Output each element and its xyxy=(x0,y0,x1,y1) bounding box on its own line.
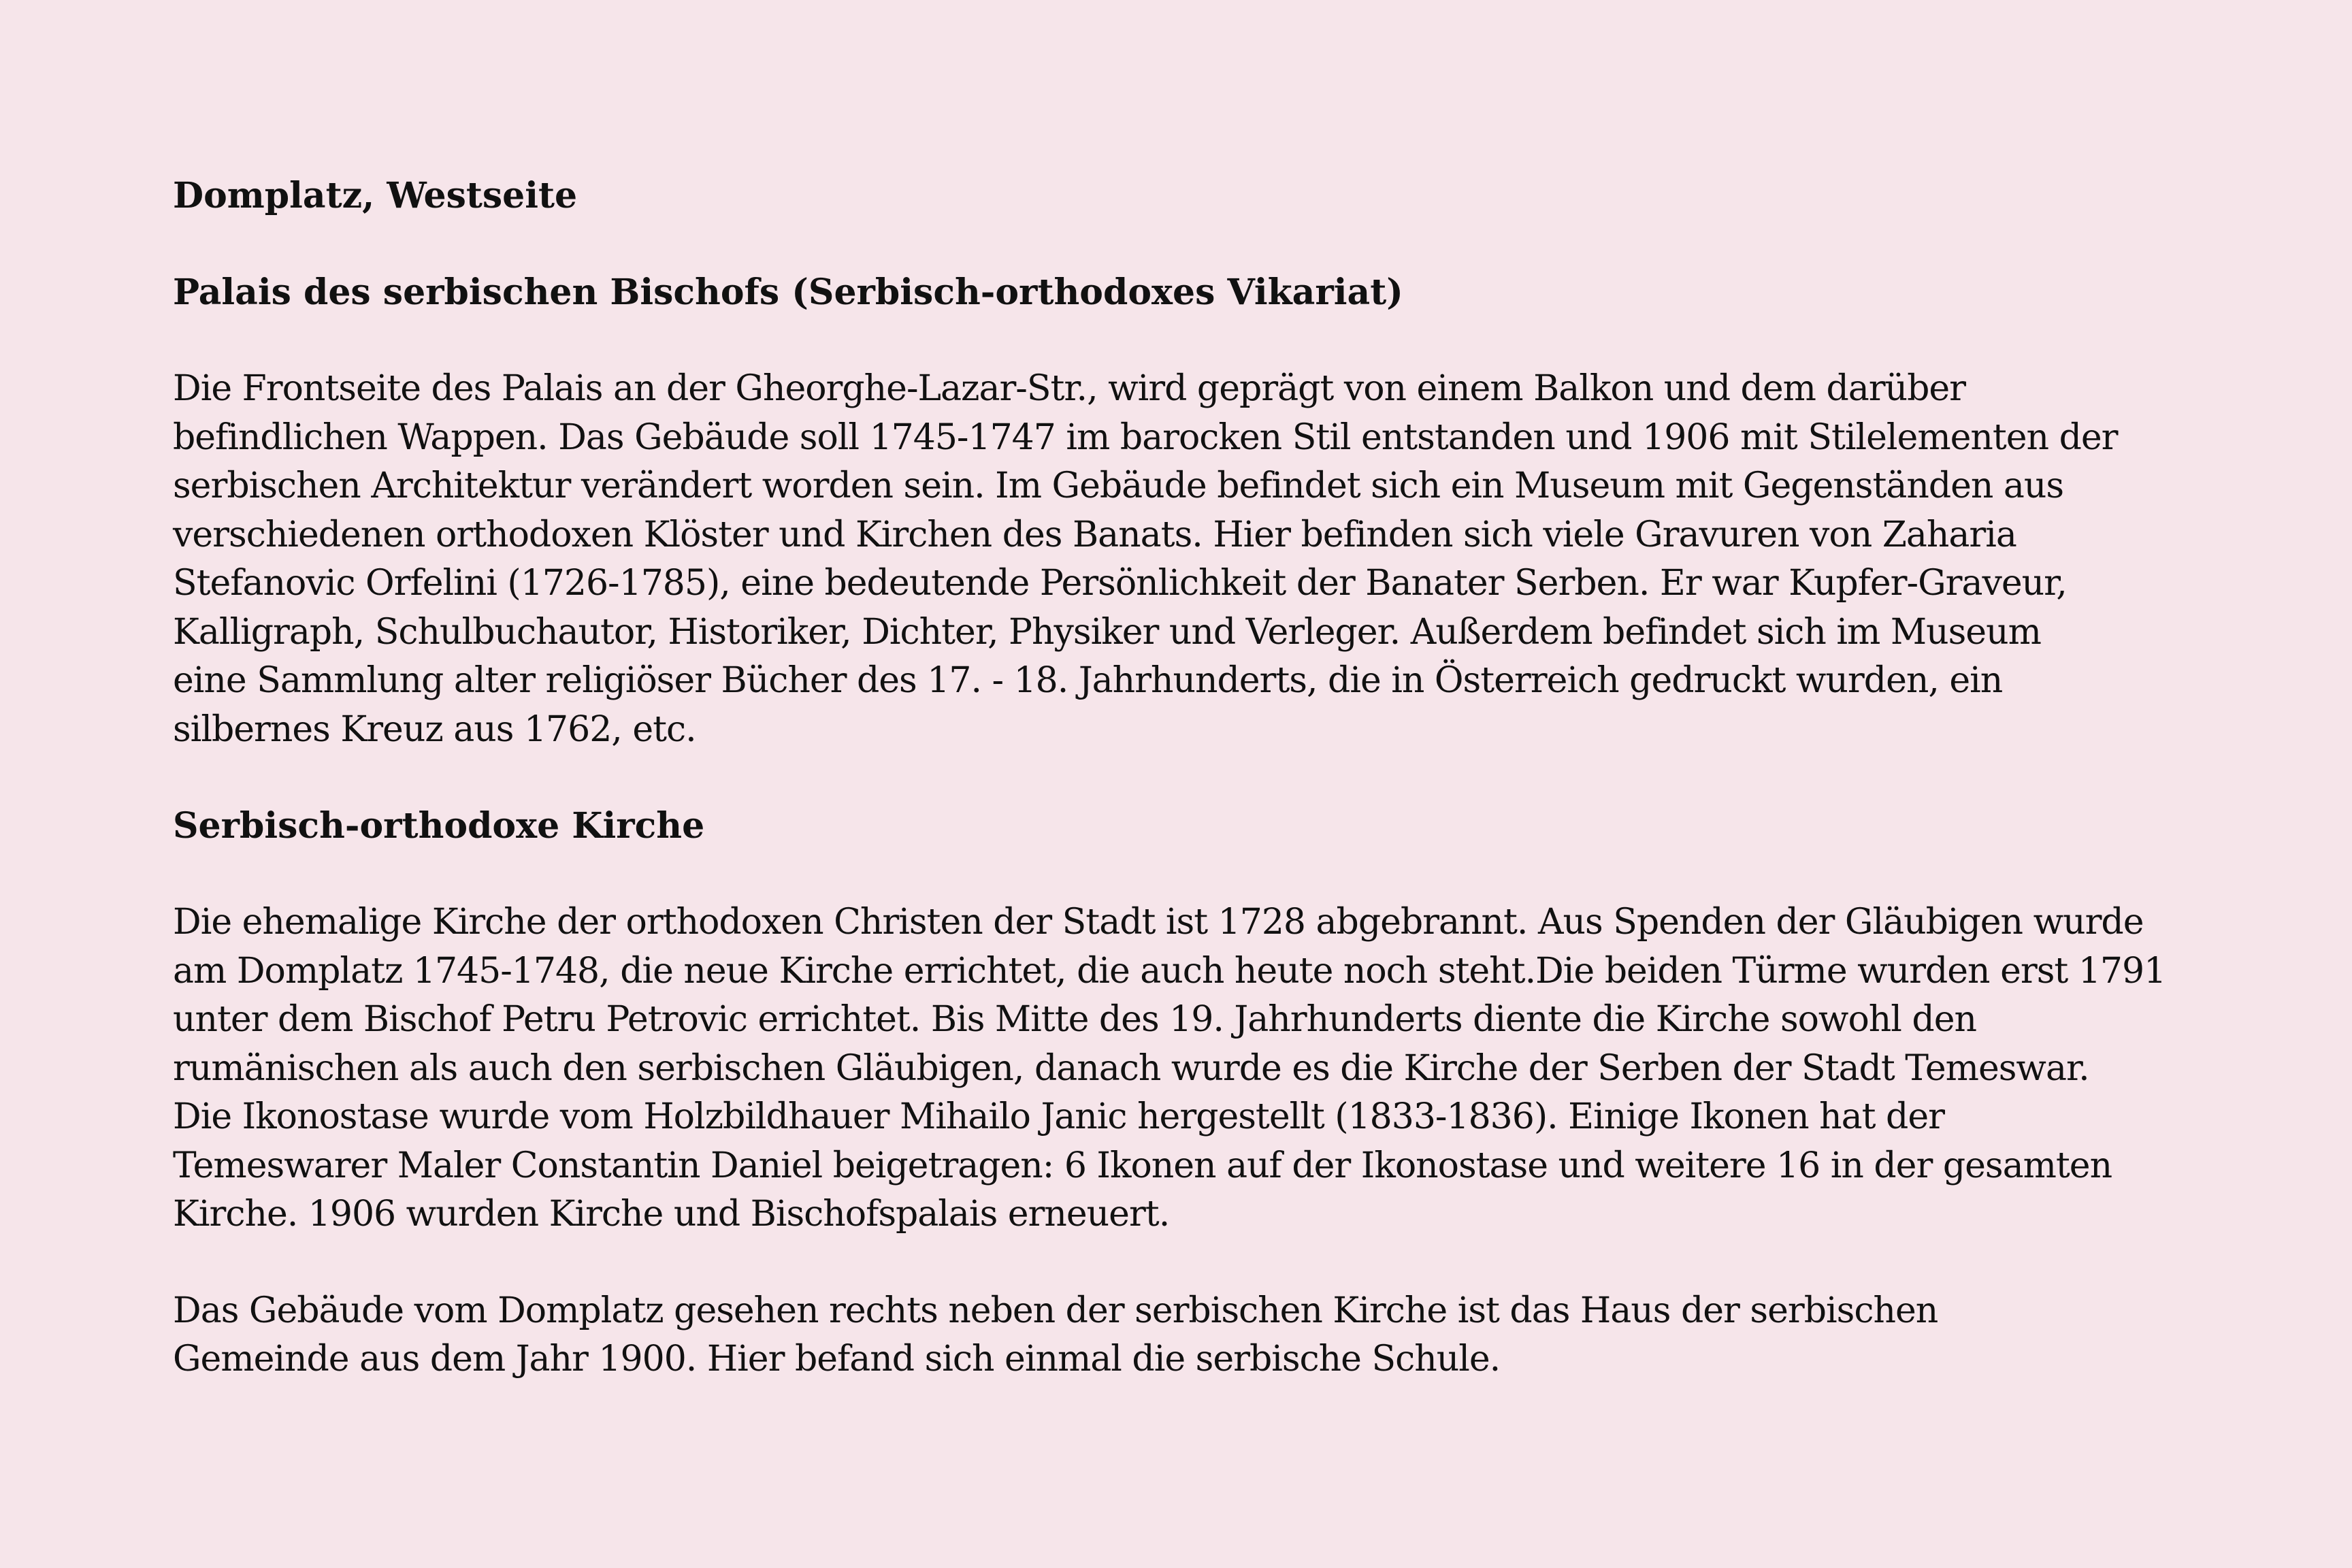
text-line: silbernes Kreuz aus 1762, etc. xyxy=(173,708,696,750)
text-line: Stefanovic Orfelini (1726-1785), eine bedeutende Persönlichkeit der Banater Serben. Er war Kupfer-Graveur, xyxy=(173,563,2067,604)
text-line: unter dem Bischof Petru Petrovic errichtet. Bis Mitte des 19. Jahrhunderts diente die Kirche sowohl den xyxy=(173,999,1976,1040)
text-line: befindlichen Wappen. Das Gebäude soll 1745-1747 im barocken Stil entstanden und 1906 mit Stilelementen der xyxy=(173,416,2118,458)
text-line: Die Frontseite des Palais an der Gheorghe-Lazar-Str., wird geprägt von einem Balkon und dem darüber xyxy=(173,368,1965,409)
text-line: Kalligraph, Schulbuchautor, Historiker, Dichter, Physiker und Verleger. Außerdem befindet sich im Museum xyxy=(173,611,2041,653)
document-page xyxy=(173,172,2215,1384)
text-line: eine Sammlung alter religiöser Bücher des 17. - 18. Jahrhunderts, die in Österreich gedruckt wurden, ein xyxy=(173,660,2003,701)
text-line: Kirche. 1906 wurden Kirche und Bischofspalais erneuert. xyxy=(173,1194,1170,1235)
section-title-serbian-church: Serbisch-orthodoxe Kirche xyxy=(173,805,705,847)
text-line: rumänischen als auch den serbischen Gläubigen, danach wurde es die Kirche der Serben der Stadt Temeswar. xyxy=(173,1047,2089,1089)
text-line: Das Gebäude vom Domplatz gesehen rechts neben der serbischen Kirche ist das Haus der serbischen xyxy=(173,1290,1938,1331)
section-body-serbian-church xyxy=(173,898,2215,1239)
page-heading: Domplatz, Westseite xyxy=(173,175,578,216)
text-line: verschiedenen orthodoxen Klöster und Kirchen des Banats. Hier befinden sich viele Gravuren von Zaharia xyxy=(173,514,2016,555)
section-title-bishop-palace: Palais des serbischen Bischofs (Serbisch-orthodoxes Vikariat) xyxy=(173,272,1403,313)
closing-paragraph xyxy=(173,1287,2215,1384)
section-body-bishop-palace xyxy=(173,365,2215,754)
text-line: Gemeinde aus dem Jahr 1900. Hier befand sich einmal die serbische Schule. xyxy=(173,1339,1501,1379)
text-line: serbischen Architektur verändert worden sein. Im Gebäude befindet sich ein Museum mit Gegenständen aus xyxy=(173,466,2064,506)
text-line: am Domplatz 1745-1748, die neue Kirche errichtet, die auch heute noch steht.Die beiden Türme wurden erst 1791 xyxy=(173,950,2166,992)
text-line: Die Ikonostase wurde vom Holzbildhauer Mihailo Janic hergestellt (1833-1836). Einige Ikonen hat der xyxy=(173,1096,1944,1137)
text-line: Temeswarer Maler Constantin Daniel beigetragen: 6 Ikonen auf der Ikonostase und weitere 16 in der gesamten xyxy=(173,1145,2112,1186)
text-line: Die ehemalige Kirche der orthodoxen Christen der Stadt ist 1728 abgebrannt. Aus Spenden der Gläubigen wurde xyxy=(173,902,2144,943)
